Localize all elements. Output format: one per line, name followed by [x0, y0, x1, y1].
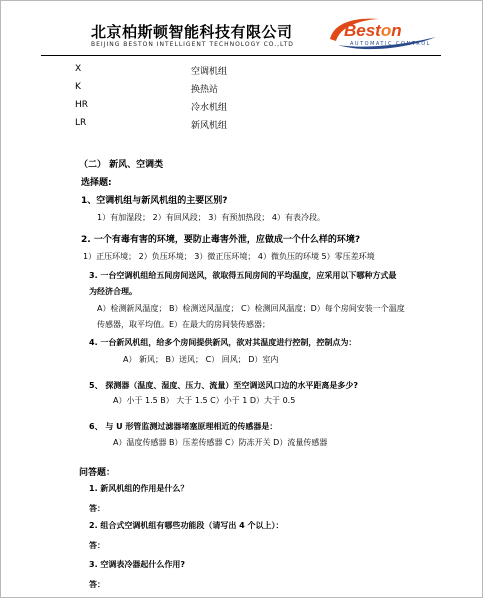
question-5: 5、 探测器（温度、湿度、压力、流量）至空调送风口边的水平距离是多少? — [89, 381, 358, 390]
question-1: 1、空调机组与新风机组的主要区别? — [81, 196, 228, 206]
abbreviation-code: X — [75, 64, 82, 74]
section-title: （二） 新风、空调类 — [79, 160, 164, 170]
question-4: 4. 一台新风机组，给多个房间提供新风，欲对其温度进行控制，控制点为： — [89, 338, 357, 347]
abbreviation-meaning: 冷水机组 — [191, 103, 228, 113]
qa-answer-label-2: 答： — [89, 541, 105, 550]
choice-heading: 选择题: — [81, 178, 112, 188]
question-6: 6、 与 U 形管监测过滤器堵塞原理相近的传感器是： — [89, 422, 278, 431]
question-3-line-2: 为经济合理。 — [89, 287, 137, 296]
qa-question-3: 3. 空调表冷器起什么作用? — [89, 560, 186, 569]
qa-answer-label-1: 答： — [89, 504, 105, 513]
question-2-options: 1）正压环境； 2）负压环境； 3）微正压环境； 4）微负压的环境 5）零压差环境 — [83, 252, 375, 261]
abbreviation-meaning: 换热站 — [191, 85, 219, 95]
abbreviation-meaning: 新风机组 — [191, 121, 228, 131]
abbreviation-code: HR — [75, 100, 89, 110]
question-3-options-line-2: 传感器，取平均值。E）在最大的房间装传感器； — [97, 320, 271, 329]
qa-question-2: 2. 组合式空调机组有哪些功能段（请写出 4 个以上）： — [89, 521, 284, 530]
question-3-options-line-1: A）检测新风温度； B）检测送风温度； C）检测回风温度；D）每个房间安装一个温度 — [97, 304, 405, 313]
company-name-english: BEIJING BESTON INTELLIGENT TECHNOLOGY CO.,LTD — [91, 41, 294, 48]
question-1-options: 1）有加湿段； 2）有回风段； 3）有预加热段； 4）有表冷段。 — [97, 213, 325, 222]
logo-tagline: AUTOMATIC CONTROL — [350, 41, 431, 47]
question-6-options: A）温度传感器 B）压差传感器 C）防冻开关 D）流量传感器 — [113, 438, 328, 447]
abbreviation-meaning: 空调机组 — [191, 67, 228, 77]
beston-logo — [324, 15, 444, 51]
abbreviation-code: K — [75, 82, 81, 92]
question-5-options: A）小于 1.5 B） 大于 1.5 C）小于 1 D）大于 0.5 — [113, 396, 296, 405]
question-4-options: A） 新风； B）送风； C） 回风； D）室内 — [123, 355, 279, 364]
qa-question-1: 1. 新风机组的作用是什么？ — [89, 484, 189, 493]
abbreviation-code: LR — [75, 118, 87, 128]
company-name-chinese: 北京柏斯顿智能科技有限公司 — [91, 23, 293, 41]
question-2: 2. 一个有毒有害的环境，要防止毒害外泄，应做成一个什么样的环境? — [81, 235, 361, 245]
logo-wordmark: Beston — [344, 21, 402, 40]
question-3-line-1: 3. 一台空调机组给五间房间送风，欲取得五间房间的平均温度，应采用以下哪种方式最 — [89, 271, 397, 280]
qa-heading: 问答题： — [79, 468, 116, 478]
page-header — [41, 9, 441, 56]
qa-answer-label-3: 答： — [89, 580, 105, 589]
